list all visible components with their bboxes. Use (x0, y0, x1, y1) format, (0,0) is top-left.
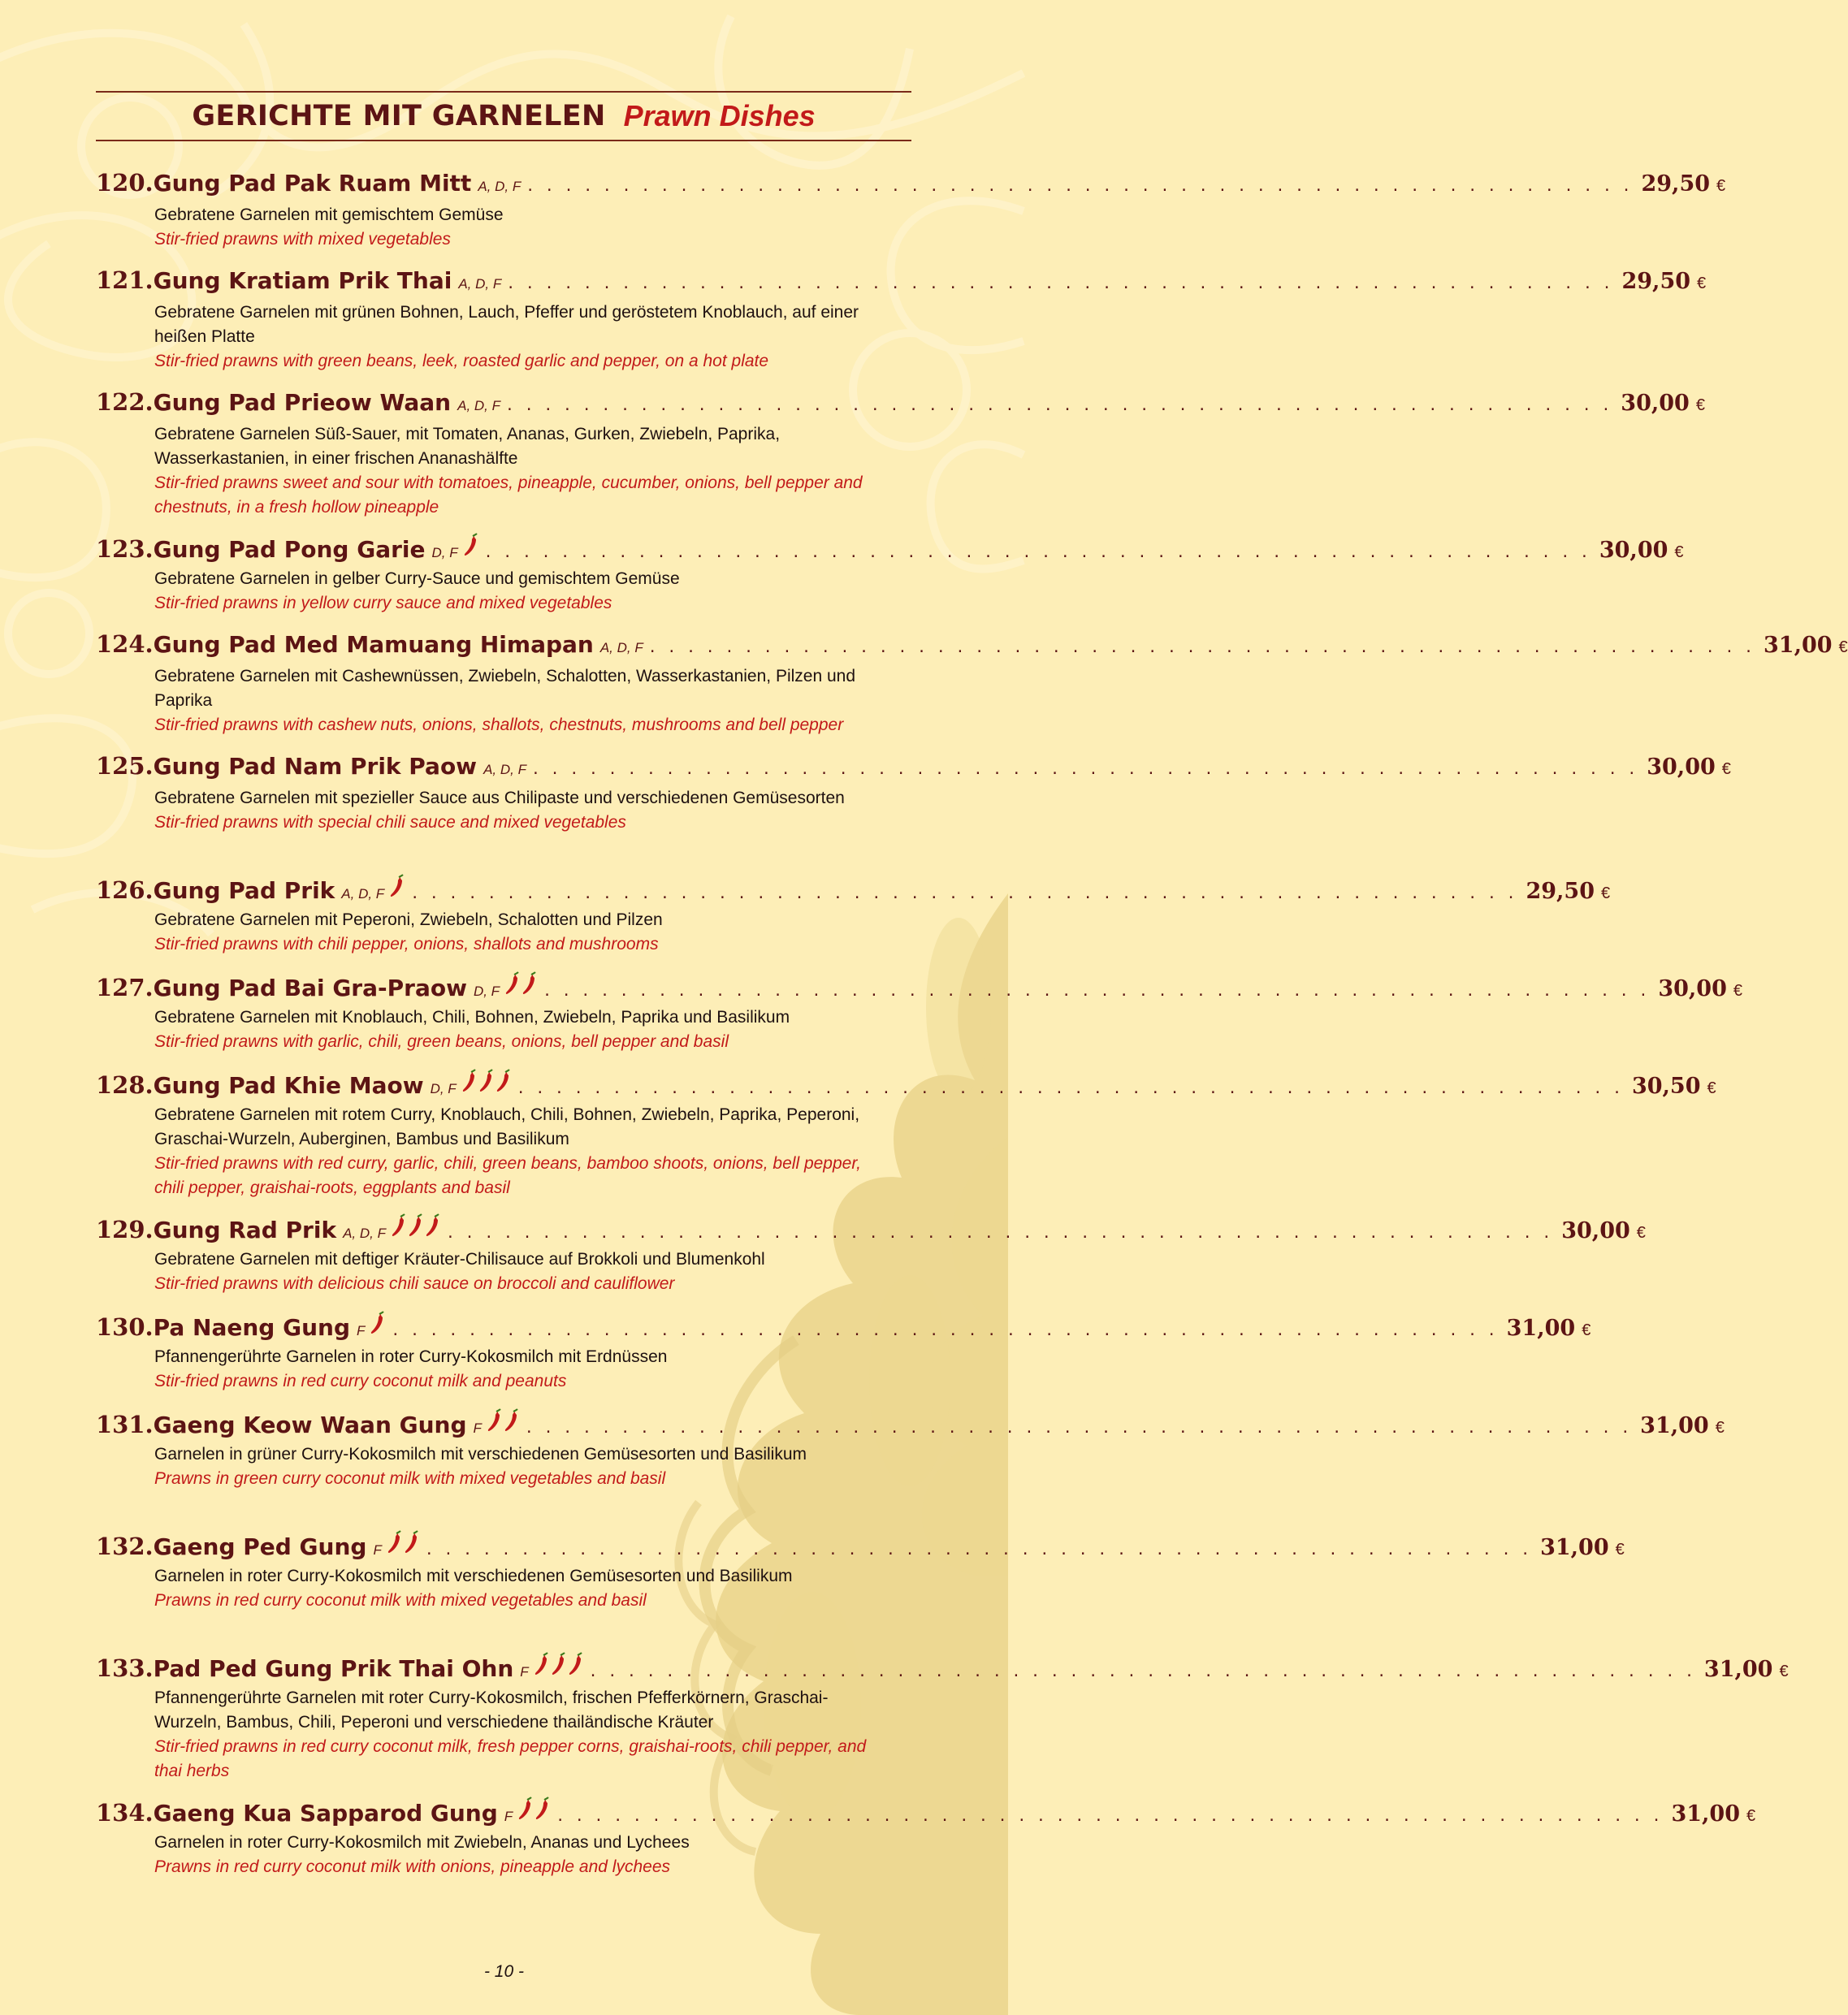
item-description-german: Garnelen in roter Curry-Kokosmilch mit Zwiebeln, Ananas und Lychees (154, 1833, 690, 1852)
chili-rating (389, 874, 405, 898)
menu-item-title-line (96, 1213, 1646, 1247)
currency-symbol: € (1601, 884, 1611, 902)
menu-item-title-line (96, 1530, 1625, 1564)
menu-item-title-line (96, 533, 1684, 567)
item-description-english: Stir-fried prawns in red curry coconut milk and peanuts (154, 1372, 567, 1390)
chili-icon (404, 1530, 420, 1554)
item-price: 31,00 (1506, 1316, 1576, 1341)
item-allergens: A, D, F (483, 762, 526, 777)
menu-item-title-line (96, 971, 1742, 1005)
dot-leader: . . . . . . . . . . . . . . . . . . . . . . . . . . . . . . . . . . . . . . . . . . . . . . . . . . . . . . . . . . (543, 983, 1649, 1000)
menu-item (96, 1408, 1725, 1491)
chili-icon (461, 1069, 478, 1093)
menu-item-title-line (96, 1797, 1756, 1831)
item-name: Gaeng Ped Gung (153, 1533, 367, 1560)
item-number: 128. (96, 1071, 154, 1099)
menu-item-title-line (96, 874, 1611, 908)
item-description-english: Stir-fried prawns with garlic, chili, green beans, onions, bell pepper and basil (154, 1032, 729, 1051)
chili-icon (408, 1213, 424, 1238)
menu-item (96, 630, 1848, 737)
item-number: 127. (96, 974, 154, 1001)
menu-item-title-line (96, 266, 1707, 301)
item-name: Gung Rad Prik (153, 1217, 337, 1243)
chili-rating (370, 1311, 386, 1335)
currency-symbol: € (1615, 1541, 1625, 1559)
item-allergens: D, F (431, 545, 458, 560)
chili-rating (461, 1069, 512, 1093)
menu-item-title-line (96, 752, 1731, 786)
currency-symbol: € (1582, 1321, 1591, 1339)
item-name: Pad Ped Gung Prik Thai Ohn (153, 1655, 514, 1682)
item-number: 124. (96, 630, 154, 658)
item-number: 122. (96, 388, 154, 416)
menu-item-title-line (96, 1408, 1725, 1442)
item-price: 30,00 (1621, 391, 1690, 416)
dot-leader: . . . . . . . . . . . . . . . . . . . . . . . . . . . . . . . . . . . . . . . . . . . . . . . . . . . . . . . . . . (410, 885, 1517, 902)
item-description-german: Pfannengerührte Garnelen in roter Curry-Kokosmilch mit Erdnüssen (154, 1347, 668, 1366)
item-allergens: A, D, F (478, 179, 522, 194)
item-name: Gaeng Keow Waan Gung (153, 1412, 467, 1438)
item-price: 29,50 (1526, 879, 1595, 904)
item-name: Gung Pad Pong Garie (153, 536, 426, 563)
item-description-german: Gebratene Garnelen mit Knoblauch, Chili, Bohnen, Zwiebeln, Paprika und Basilikum (154, 1008, 790, 1027)
item-allergens: F (504, 1809, 513, 1824)
item-price: 30,00 (1647, 755, 1716, 780)
chili-icon (504, 971, 521, 996)
item-description-german: Pfannengerührte Garnelen mit roter Curry-Kokosmilch, frischen Pfefferkörnern, Graschai-Wurzeln, Bambus, Chili, Peperoni und verschiedene thailändische Kräuter (154, 1689, 829, 1732)
item-name: Gaeng Kua Sapparod Gung (153, 1800, 498, 1827)
item-price: 31,00 (1703, 1657, 1773, 1682)
currency-symbol: € (1838, 638, 1848, 656)
item-price: 31,00 (1671, 1801, 1740, 1827)
chili-rating (504, 971, 538, 996)
item-price: 30,00 (1658, 976, 1727, 1001)
dot-leader: . . . . . . . . . . . . . . . . . . . . . . . . . . . . . . . . . . . . . . . . . . . . . . . . . . . . . . . . . . (506, 275, 1612, 292)
item-description-english: Stir-fried prawns with mixed vegetables (154, 230, 451, 249)
currency-symbol: € (1746, 1807, 1756, 1825)
item-name: Gung Pad Med Mamuang Himapan (153, 631, 594, 658)
menu-item (96, 169, 1726, 252)
dot-leader: . . . . . . . . . . . . . . . . . . . . . . . . . . . . . . . . . . . . . . . . . . . . . . . . . . . . . . . . . . (647, 639, 1754, 656)
item-description-english: Stir-fried prawns in yellow curry sauce and mixed vegetables (154, 594, 612, 612)
item-description-german: Garnelen in roter Curry-Kokosmilch mit verschiedenen Gemüsesorten und Basilikum (154, 1567, 793, 1585)
item-number: 121. (96, 266, 154, 294)
dot-leader: . . . . . . . . . . . . . . . . . . . . . . . . . . . . . . . . . . . . . . . . . . . . . . . . . . . . . . . . . . (516, 1080, 1622, 1097)
item-allergens: F (473, 1420, 482, 1436)
currency-symbol: € (1716, 177, 1726, 195)
chili-icon (487, 1408, 503, 1433)
item-description-english: Stir-fried prawns with cashew nuts, onions, shallots, chestnuts, mushrooms and bell pepper (154, 716, 844, 734)
item-number: 131. (96, 1411, 154, 1438)
item-description-german: Gebratene Garnelen mit Peperoni, Zwiebeln, Schalotten und Pilzen (154, 910, 663, 929)
item-name: Gung Pad Prieow Waan (153, 389, 452, 416)
item-description-english: Prawns in red curry coconut milk with onions, pineapple and lychees (154, 1857, 670, 1876)
item-name: Gung Pad Bai Gra-Praow (153, 975, 467, 1001)
menu-item-title-line (96, 388, 1705, 422)
item-description-german: Gebratene Garnelen mit gemischtem Gemüse (154, 205, 504, 224)
menu-item-title-line (96, 1652, 1789, 1686)
item-number: 133. (96, 1654, 154, 1682)
currency-symbol: € (1707, 1079, 1716, 1097)
dot-leader: . . . . . . . . . . . . . . . . . . . . . . . . . . . . . . . . . . . . . . . . . . . . . . . . . . . . . . . . . . (391, 1322, 1497, 1339)
item-name: Gung Pad Prik (153, 877, 335, 904)
currency-symbol: € (1715, 1419, 1725, 1437)
menu-item (96, 533, 1684, 616)
chili-icon (534, 1652, 550, 1676)
chili-rating (517, 1797, 551, 1821)
item-name: Pa Naeng Gung (153, 1314, 350, 1341)
menu-item (96, 1311, 1591, 1394)
menu-item (96, 1069, 1716, 1200)
currency-symbol: € (1779, 1663, 1789, 1680)
item-name: Gung Pad Khie Maow (153, 1072, 424, 1099)
item-description-english: Stir-fried prawns with red curry, garlic, chili, green beans, bamboo shoots, onions, bell pepper, chili pepper, graishai-roots, eggplants and basil (154, 1154, 862, 1197)
chili-rating (387, 1530, 420, 1554)
item-price: 30,00 (1561, 1218, 1630, 1243)
item-name: Gung Pad Nam Prik Paow (153, 753, 478, 780)
item-description-german: Garnelen in grüner Curry-Kokosmilch mit verschiedenen Gemüsesorten und Basilikum (154, 1445, 807, 1464)
chili-icon (425, 1213, 441, 1238)
chili-icon (463, 533, 479, 557)
dot-leader: . . . . . . . . . . . . . . . . . . . . . . . . . . . . . . . . . . . . . . . . . . . . . . . . . . . . . . . . . . (424, 1542, 1531, 1559)
item-allergens: A, D, F (457, 398, 501, 413)
menu-item-title-line (96, 169, 1726, 203)
item-name: Gung Pad Pak Ruam Mitt (153, 170, 472, 197)
item-description-german: Gebratene Garnelen mit deftiger Kräuter-Chilisauce auf Brokkoli und Blumenkohl (154, 1250, 765, 1269)
menu-item-title-line (96, 1311, 1591, 1345)
dot-leader: . . . . . . . . . . . . . . . . . . . . . . . . . . . . . . . . . . . . . . . . . . . . . . . . . . . . . . . . . . (526, 178, 1632, 195)
item-allergens: F (520, 1664, 529, 1680)
page-number: - 10 - (483, 1962, 524, 1981)
item-description-german: Gebratene Garnelen mit Cashewnüssen, Zwiebeln, Schalotten, Wasserkastanien, Pilzen und Paprika (154, 667, 856, 710)
dot-leader: . . . . . . . . . . . . . . . . . . . . . . . . . . . . . . . . . . . . . . . . . . . . . . . . . . . . . . . . . . (445, 1225, 1552, 1242)
item-description-german: Gebratene Garnelen Süß-Sauer, mit Tomaten, Ananas, Gurken, Zwiebeln, Paprika, Wasserkastanien, in einer frischen Ananashälfte (154, 425, 781, 468)
dot-leader: . . . . . . . . . . . . . . . . . . . . . . . . . . . . . . . . . . . . . . . . . . . . . . . . . . . . . . . . . . (505, 397, 1612, 414)
currency-symbol: € (1733, 982, 1742, 1000)
section-title-english: Prawn Dishes (623, 99, 816, 132)
menu-item (96, 1213, 1646, 1296)
menu-item (96, 1797, 1756, 1879)
item-number: 120. (96, 169, 154, 197)
item-description-english: Stir-fried prawns with special chili sauce and mixed vegetables (154, 813, 626, 832)
item-number: 123. (96, 535, 154, 563)
item-price: 30,50 (1631, 1074, 1701, 1099)
menu-item (96, 874, 1611, 957)
item-allergens: A, D, F (343, 1226, 386, 1241)
currency-symbol: € (1674, 543, 1684, 561)
item-description-english: Stir-fried prawns in red curry coconut milk, fresh pepper corns, graishai-roots, chili pepper, and thai herbs (154, 1737, 867, 1780)
item-allergens: D, F (430, 1081, 457, 1096)
item-number: 126. (96, 876, 154, 904)
item-price: 31,00 (1540, 1535, 1609, 1560)
chili-icon (522, 971, 538, 996)
currency-symbol: € (1721, 760, 1731, 778)
chili-icon (534, 1797, 551, 1821)
item-price: 31,00 (1640, 1413, 1709, 1438)
dot-leader: . . . . . . . . . . . . . . . . . . . . . . . . . . . . . . . . . . . . . . . . . . . . . . . . . . . . . . . . . . (556, 1808, 1662, 1825)
item-description-english: Prawns in green curry coconut milk with mixed vegetables and basil (154, 1469, 666, 1488)
item-number: 134. (96, 1799, 154, 1827)
item-description-german: Gebratene Garnelen mit rotem Curry, Knoblauch, Chili, Bohnen, Zwiebeln, Paprika, Peperoni, Graschai-Wurzeln, Auberginen, Bambus und Basilikum (154, 1105, 860, 1148)
item-price: 31,00 (1764, 633, 1833, 658)
dot-leader: . . . . . . . . . . . . . . . . . . . . . . . . . . . . . . . . . . . . . . . . . . . . . . . . . . . . . . . . . . (483, 544, 1590, 561)
item-description-german: Gebratene Garnelen mit spezieller Sauce aus Chilipaste und verschiedenen Gemüsesorten (154, 789, 845, 807)
chili-icon (478, 1069, 495, 1093)
menu-item (96, 971, 1742, 1054)
currency-symbol: € (1697, 275, 1707, 292)
item-allergens: A, D, F (458, 276, 502, 292)
item-allergens: F (373, 1542, 382, 1558)
chili-rating (463, 533, 479, 557)
item-description-english: Stir-fried prawns with green beans, leek, roasted garlic and pepper, on a hot plate (154, 352, 769, 370)
item-description-german: Gebratene Garnelen mit grünen Bohnen, Lauch, Pfeffer und geröstetem Knoblauch, auf einer heißen Platte (154, 303, 859, 346)
menu-item (96, 752, 1731, 835)
item-description-german: Gebratene Garnelen in gelber Curry-Sauce und gemischtem Gemüse (154, 569, 680, 588)
item-allergens: D, F (473, 984, 500, 999)
item-allergens: A, D, F (599, 640, 643, 655)
dot-leader: . . . . . . . . . . . . . . . . . . . . . . . . . . . . . . . . . . . . . . . . . . . . . . . . . . . . . . . . . . (588, 1663, 1694, 1680)
menu-item (96, 266, 1707, 374)
currency-symbol: € (1695, 396, 1705, 414)
item-price: 29,50 (1641, 171, 1711, 197)
item-price: 29,50 (1621, 269, 1691, 294)
chili-icon (551, 1652, 567, 1676)
item-number: 130. (96, 1313, 154, 1341)
menu-item (96, 1652, 1789, 1784)
item-allergens: F (357, 1323, 366, 1338)
item-name: Gung Kratiam Prik Thai (153, 267, 452, 294)
dot-leader: . . . . . . . . . . . . . . . . . . . . . . . . . . . . . . . . . . . . . . . . . . . . . . . . . . . . . . . . . . (524, 1420, 1631, 1437)
item-description-english: Stir-fried prawns with chili pepper, onions, shallots and mushrooms (154, 935, 659, 953)
item-description-english: Stir-fried prawns sweet and sour with tomatoes, pineapple, cucumber, onions, bell pepper and chestnuts, in a fresh hollow pineapple (154, 473, 863, 517)
chili-icon (517, 1797, 534, 1821)
item-number: 129. (96, 1216, 154, 1243)
item-allergens: A, D, F (341, 886, 385, 902)
item-price: 30,00 (1599, 538, 1668, 563)
chili-icon (568, 1652, 584, 1676)
menu-item (96, 388, 1705, 520)
section-header (96, 91, 911, 141)
chili-icon (496, 1069, 512, 1093)
item-description-english: Stir-fried prawns with delicious chili sauce on broccoli and cauliflower (154, 1274, 675, 1293)
menu-item-title-line (96, 630, 1848, 664)
chili-icon (389, 874, 405, 898)
section-title-german: GERICHTE MIT GARNELEN (192, 100, 606, 132)
chili-icon (370, 1311, 386, 1335)
chili-icon (504, 1408, 520, 1433)
currency-symbol: € (1636, 1224, 1646, 1242)
chili-rating (391, 1213, 441, 1238)
dot-leader: . . . . . . . . . . . . . . . . . . . . . . . . . . . . . . . . . . . . . . . . . . . . . . . . . . . . . . . . . . (530, 761, 1638, 778)
chili-icon (387, 1530, 403, 1554)
item-number: 125. (96, 752, 154, 780)
menu-item-title-line (96, 1069, 1716, 1103)
chili-rating (487, 1408, 520, 1433)
chili-rating (534, 1652, 584, 1676)
item-description-english: Prawns in red curry coconut milk with mixed vegetables and basil (154, 1591, 647, 1610)
chili-icon (391, 1213, 407, 1238)
menu-item (96, 1530, 1625, 1613)
item-number: 132. (96, 1533, 154, 1560)
